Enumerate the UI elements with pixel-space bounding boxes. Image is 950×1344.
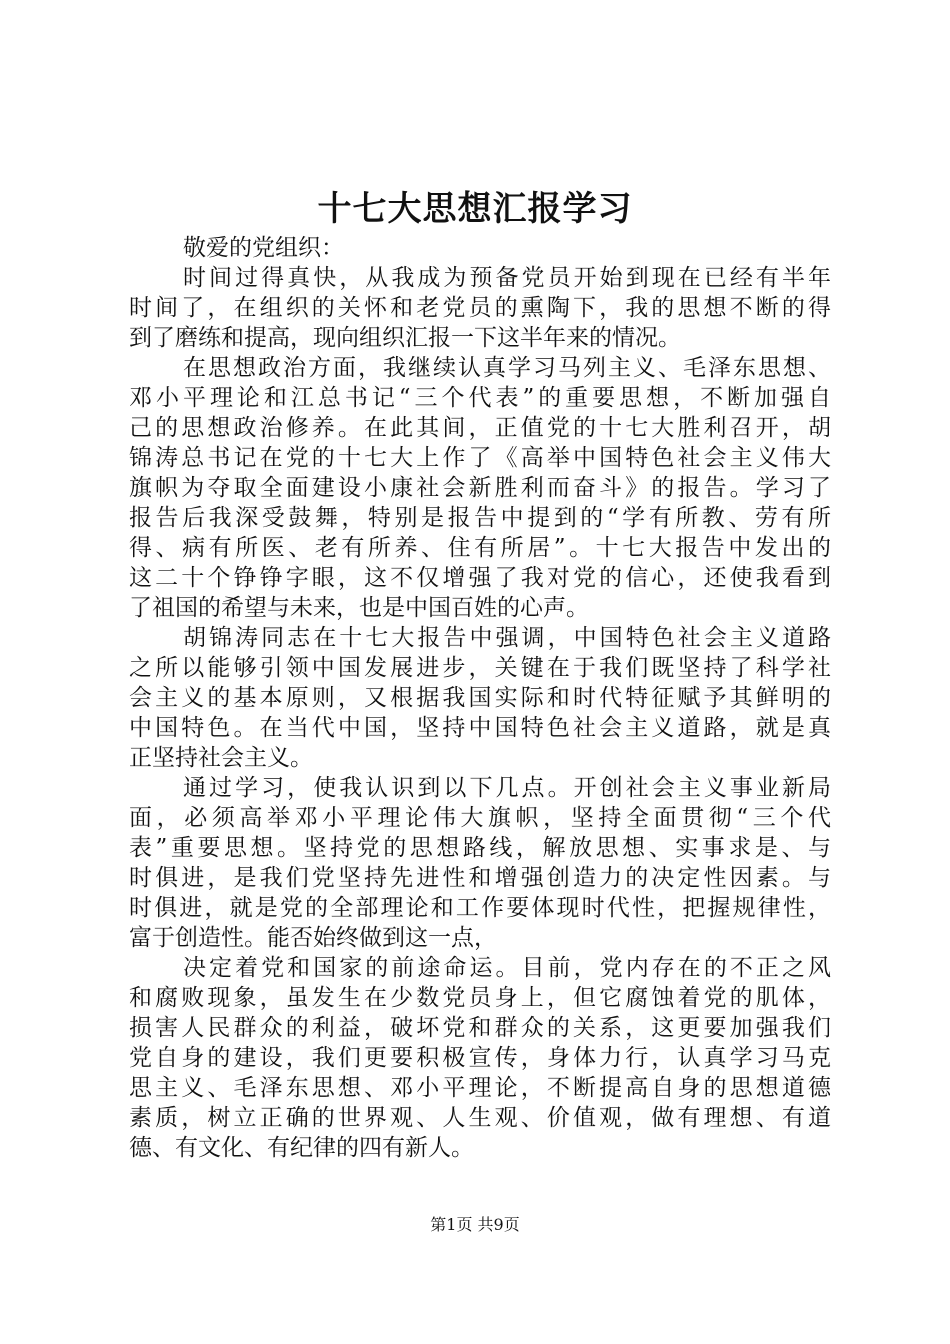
document-title: 十七大思想汇报学习 bbox=[317, 189, 633, 229]
paragraph-line: 锦涛总书记在党的十七大上作了《高举中国特色社会主义伟大 bbox=[129, 445, 831, 471]
paragraph-line: 在思想政治方面，我继续认真学习马列主义、毛泽东思想、 bbox=[183, 355, 831, 381]
paragraph-line: 旗帜为夺取全面建设小康社会新胜利而奋斗》的报告。学习了 bbox=[129, 475, 831, 501]
paragraph-line: 素质，树立正确的世界观、人生观、价值观，做有理想、有道 bbox=[129, 1105, 831, 1131]
paragraph-line: 时间了，在组织的关怀和老党员的熏陶下，我的思想不断的得 bbox=[129, 295, 831, 321]
salutation: 敬爱的党组织： bbox=[183, 235, 344, 261]
paragraph-line: 中国特色。在当代中国，坚持中国特色社会主义道路，就是真 bbox=[129, 715, 831, 741]
paragraph bbox=[129, 263, 831, 353]
paragraph-line: 之所以能够引领中国发展进步，关键在于我们既坚持了科学社 bbox=[129, 655, 831, 681]
paragraph bbox=[129, 353, 831, 623]
paragraph-line: 这二十个铮铮字眼，这不仅增强了我对党的信心，还使我看到 bbox=[129, 565, 831, 591]
paragraphs bbox=[129, 263, 831, 1163]
paragraph-line: 通过学习，使我认识到以下几点。开创社会主义事业新局 bbox=[183, 775, 831, 801]
page-indicator: 第1页 共9页 bbox=[430, 1215, 520, 1234]
paragraph bbox=[129, 773, 831, 953]
paragraph-line: 了祖国的希望与未来，也是中国百姓的心声。 bbox=[129, 595, 589, 621]
paragraph-line: 损害人民群众的利益，破坏党和群众的关系，这更要加强我们 bbox=[129, 1015, 831, 1041]
paragraph-line: 时间过得真快，从我成为预备党员开始到现在已经有半年 bbox=[183, 265, 831, 291]
paragraph-line: 德、有文化、有纪律的四有新人。 bbox=[129, 1135, 474, 1161]
paragraph-line: 党自身的建设，我们更要积极宣传，身体力行，认真学习马克 bbox=[129, 1045, 831, 1071]
paragraph-line: 富于创造性。能否始终做到这一点， bbox=[129, 925, 497, 951]
paragraph-line: 得、病有所医、老有所养、住有所居”。十七大报告中发出的 bbox=[129, 535, 831, 561]
paragraph-line: 报告后我深受鼓舞，特别是报告中提到的“学有所教、劳有所 bbox=[129, 505, 831, 531]
paragraph-line: 到了磨练和提高，现向组织汇报一下这半年来的情况。 bbox=[129, 325, 681, 351]
paragraph-line: 时俱进，就是党的全部理论和工作要体现时代性，把握规律性， bbox=[129, 895, 831, 921]
paragraph-line: 思主义、毛泽东思想、邓小平理论，不断提高自身的思想道德 bbox=[129, 1075, 831, 1101]
paragraph-line: 邓小平理论和江总书记“三个代表”的重要思想，不断加强自 bbox=[129, 385, 831, 411]
paragraph bbox=[129, 623, 831, 773]
paragraph-line: 时俱进，是我们党坚持先进性和增强创造力的决定性因素。与 bbox=[129, 865, 831, 891]
paragraph-line: 面，必须高举邓小平理论伟大旗帜，坚持全面贯彻“三个代 bbox=[129, 805, 831, 831]
paragraph-line: 和腐败现象，虽发生在少数党员身上，但它腐蚀着党的肌体， bbox=[129, 985, 831, 1011]
paragraph bbox=[129, 953, 831, 1163]
paragraph-line: 决定着党和国家的前途命运。目前，党内存在的不正之风 bbox=[183, 955, 831, 981]
paragraph-line: 正坚持社会主义。 bbox=[129, 745, 313, 771]
paragraph-line: 会主义的基本原则，又根据我国实际和时代特征赋予其鲜明的 bbox=[129, 685, 831, 711]
paragraph-line: 己的思想政治修养。在此其间，正值党的十七大胜利召开，胡 bbox=[129, 415, 831, 441]
paragraph-line: 表”重要思想。坚持党的思想路线，解放思想、实事求是、与 bbox=[129, 835, 831, 861]
document-body bbox=[129, 233, 831, 1163]
paragraph-line: 胡锦涛同志在十七大报告中强调，中国特色社会主义道路 bbox=[183, 625, 831, 651]
